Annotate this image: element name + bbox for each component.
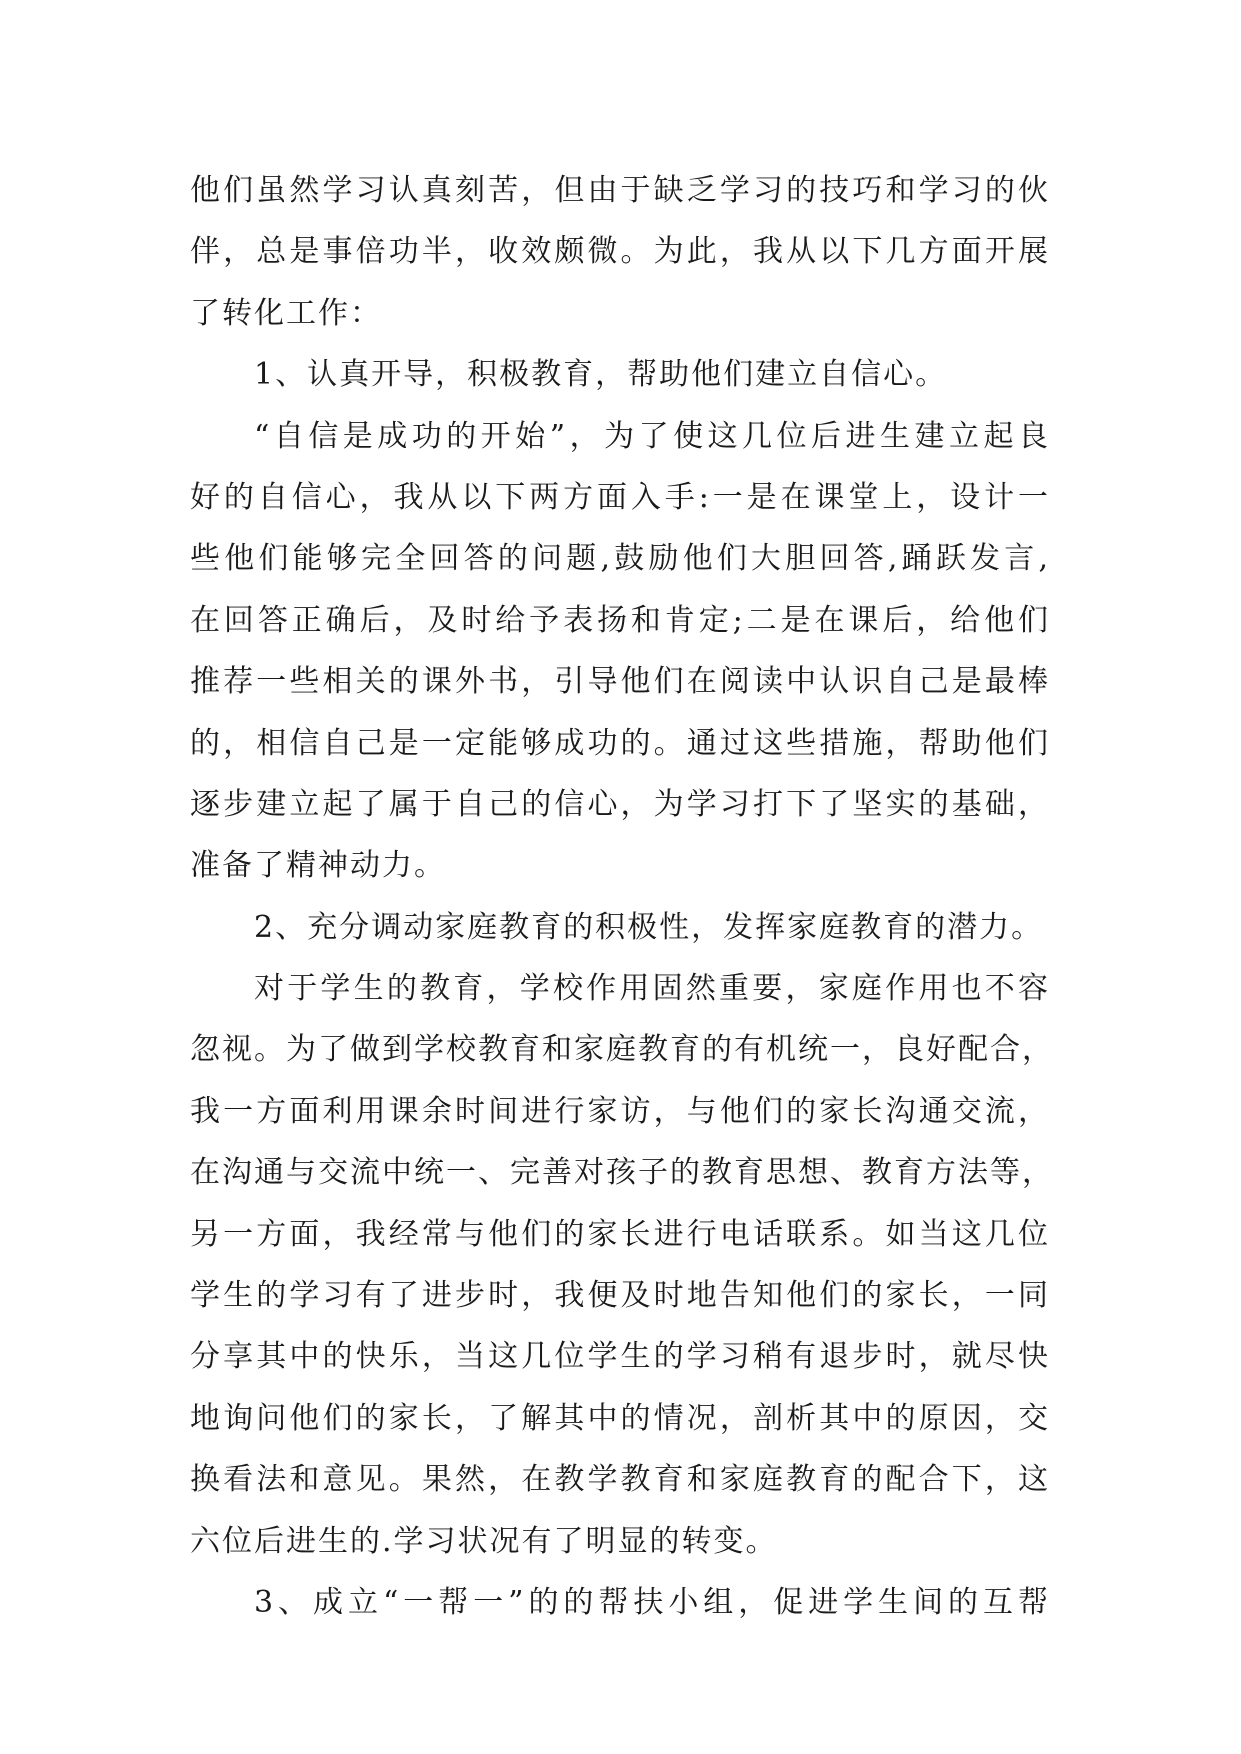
section-heading-1: 1、认真开导，积极教育，帮助他们建立自信心。 [254, 357, 948, 393]
text-line: 我一方面利用课余时间进行家访，与他们的家长沟通交流， [190, 1093, 1050, 1129]
text-line: 好的自信心，我从以下两方面入手:一是在课堂上，设计一 [190, 479, 1050, 515]
text-line: 些他们能够完全回答的问题,鼓励他们大胆回答,踊跃发言, [190, 541, 1050, 577]
text-line: 分享其中的快乐，当这几位学生的学习稍有退步时，就尽快 [190, 1339, 1050, 1375]
text-line: 准备了精神动力。 [190, 848, 446, 884]
text-line: 忽视。为了做到学校教育和家庭教育的有机统一，良好配合， [190, 1032, 1054, 1068]
text-line: 六位后进生的.学习状况有了明显的转变。 [190, 1523, 778, 1559]
text-line: 对于学生的教育，学校作用固然重要，家庭作用也不容 [254, 971, 1050, 1007]
text-line: 在沟通与交流中统一、完善对孩子的教育思想、教育方法等， [190, 1155, 1054, 1191]
text-line: 推荐一些相关的课外书，引导他们在阅读中认识自己是最棒 [190, 664, 1050, 700]
text-line: “自信是成功的开始”，为了使这几位后进生建立起良 [254, 418, 1050, 454]
text-line: 学生的学习有了进步时，我便及时地告知他们的家长，一同 [190, 1278, 1050, 1314]
text-line: 的，相信自己是一定能够成功的。通过这些措施，帮助他们 [190, 725, 1050, 761]
text-line: 地询问他们的家长，了解其中的情况，剖析其中的原因，交 [190, 1400, 1050, 1436]
text-line: 另一方面，我经常与他们的家长进行电话联系。如当这几位 [190, 1216, 1050, 1252]
text-line: 换看法和意见。果然，在教学教育和家庭教育的配合下，这 [190, 1462, 1050, 1498]
section-heading-3: 3、成立“一帮一”的的帮扶小组，促进学生间的互帮 [254, 1584, 1050, 1620]
text-line: 了转化工作： [190, 295, 382, 331]
text-line: 在回答正确后，及时给予表扬和肯定;二是在课后，给他们 [190, 602, 1050, 638]
section-heading-2: 2、充分调动家庭教育的积极性，发挥家庭教育的潜力。 [254, 909, 1044, 945]
text-line: 他们虽然学习认真刻苦，但由于缺乏学习的技巧和学习的伙 [190, 173, 1050, 208]
body-text [190, 160, 1054, 1633]
text-line: 逐步建立起了属于自己的信心，为学习打下了坚实的基础， [190, 786, 1050, 822]
text-line: 伴，总是事倍功半，收效颇微。为此，我从以下几方面开展 [190, 234, 1050, 270]
